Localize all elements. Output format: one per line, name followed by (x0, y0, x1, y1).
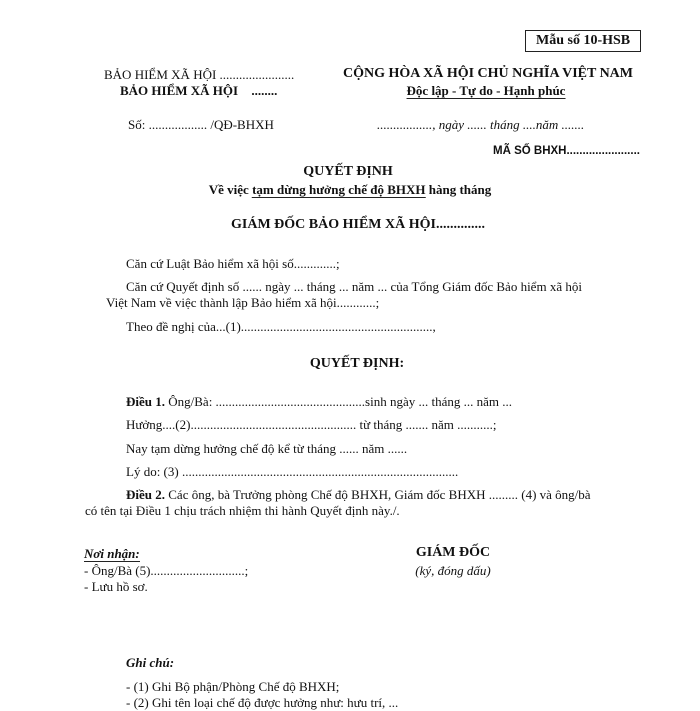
subtitle-underlined: tạm dừng hưởng chế độ BHXH (252, 182, 426, 197)
notes-label: Ghi chú: (126, 655, 175, 670)
article1-person: Ông/Bà: ..............................................sinh ngày ... tháng ... năm ... (165, 394, 513, 409)
date-line: ................., ngày ...... tháng ....năm ....... (377, 117, 585, 132)
parent-org: BẢO HIỂM XÃ HỘI ....................... (104, 67, 295, 82)
article1-label: Điều 1. (126, 394, 165, 409)
decision-number: Số: .................. /QĐ-BHXH (128, 117, 274, 132)
subtitle-before: Về việc (208, 182, 253, 197)
basis-law: Căn cứ Luật Bảo hiểm xã hội số.............; (126, 256, 340, 271)
signature-note: (ký, đóng dấu) (415, 563, 491, 578)
org-dots: ........ (251, 83, 278, 98)
article1-line4: Lý do: (3) ..................................................................................... (126, 464, 459, 479)
note-item-1: - (1) Ghi Bộ phận/Phòng Chế độ BHXH; (126, 679, 340, 694)
recipient-item-1: - Ông/Bà (5).............................; (84, 563, 249, 578)
article2-line1 (126, 487, 591, 503)
form-code-box (525, 30, 641, 52)
recipients-label (84, 546, 140, 562)
article1-line3: Nay tạm dừng hưởng chế độ kể từ tháng ...... năm ...... (126, 441, 408, 456)
article2-label: Điều 2. (126, 487, 165, 502)
country-name: CỘNG HÒA XÃ HỘI CHỦ NGHĨA VIỆT NAM (342, 66, 634, 81)
motto (407, 83, 566, 99)
subtitle-after: hàng tháng (425, 182, 492, 197)
signature-title: GIÁM ĐỐC (415, 545, 491, 560)
article2-line2: có tên tại Điều 1 chịu trách nhiệm thi hành Quyết định này./. (85, 503, 400, 518)
motto-text: Độc lập - Tự do - Hạnh phúc (406, 83, 566, 98)
basis-decision: Căn cứ Quyết định số ...... ngày ... tháng ... năm ... của Tổng Giám đốc Bảo hiểm xã hội (126, 279, 582, 294)
recipient-item-2: - Lưu hồ sơ. (84, 579, 148, 594)
note-item-2: - (2) Ghi tên loại chế độ được hưởng như: hưu trí, ... (126, 695, 399, 710)
director-heading: GIÁM ĐỐC BẢO HIỂM XÃ HỘI.............. (231, 217, 485, 232)
form-code: Mẫu số 10-HSB (536, 33, 631, 48)
recipients-label-text: Nơi nhận: (84, 546, 140, 561)
org-line (120, 83, 277, 99)
article2-text: Các ông, bà Trưởng phòng Chế độ BHXH, Giám đốc BHXH ......... (4) và ông/bà (165, 487, 591, 502)
document-title: QUYẾT ĐỊNH (303, 164, 393, 179)
article1-line2: Hưởng....(2)................................................... từ tháng ....... năm ...........; (126, 417, 497, 432)
article1-line1 (126, 394, 512, 410)
decision-heading: QUYẾT ĐỊNH: (309, 356, 405, 371)
basis-decision-cont: Việt Nam về việc thành lập Bảo hiểm xã hội............; (106, 295, 380, 310)
bhxh-code: MÃ SỐ BHXH....................... (493, 145, 640, 157)
org-name: BẢO HIỂM XÃ HỘI (120, 83, 239, 98)
document-subtitle (209, 182, 491, 198)
basis-proposal: Theo đề nghị của...(1)..........................................................., (126, 319, 436, 334)
